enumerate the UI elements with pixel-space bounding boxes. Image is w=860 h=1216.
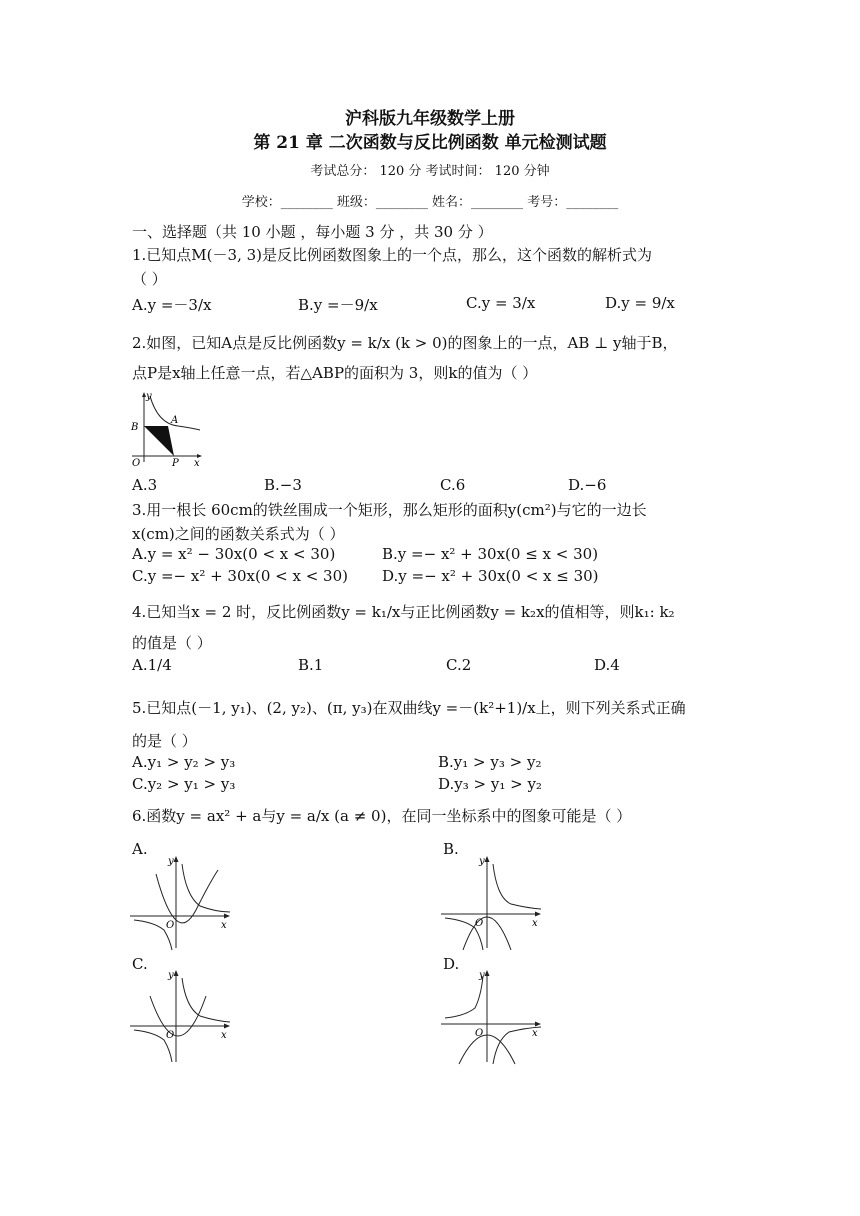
label-o: O: [166, 1030, 175, 1041]
q2-option-d: D.−6: [568, 476, 607, 494]
hyperbola-branch-1: [182, 978, 230, 1022]
q6-graph-c: [126, 966, 236, 1066]
q3-option-a: A.y = x² − 30x(0 < x < 30): [132, 545, 336, 563]
q6-graph-b: [437, 852, 547, 952]
q2-triangle-abp: [144, 426, 174, 456]
arrow-y-icon: [174, 856, 179, 862]
q4-option-a: A.1/4: [132, 656, 172, 674]
q1-option-d: D.y = 9/x: [605, 294, 675, 312]
q3-stem-line1: 3.用一根长 60cm的铁丝围成一个矩形，那么矩形的面积y(cm²)与它的一边长: [132, 501, 647, 519]
student-fields: 学校：________ 班级：________ 姓名：________ 考号：________: [241, 195, 619, 210]
arrow-x-icon: [535, 912, 541, 917]
q2-label-b: B: [131, 422, 139, 433]
q2-label-a: A: [171, 415, 179, 426]
q6-option-d-label: D.: [443, 955, 460, 973]
q5-option-d: D.y₃ > y₁ > y₂: [438, 775, 542, 793]
q6-graph-a: [126, 852, 236, 952]
q2-option-b: B.−3: [264, 476, 302, 494]
q2-option-c: C.6: [440, 476, 466, 494]
q3-option-c: C.y =− x² + 30x(0 < x < 30): [132, 567, 348, 585]
q2-figure: [128, 390, 208, 470]
arrow-y-icon: [485, 856, 490, 862]
q6-graph-d: [437, 966, 547, 1066]
q5-stem-line2: 的是（ ）: [132, 732, 197, 750]
q3-stem-line2: x(cm)之间的函数关系式为（ ）: [132, 525, 345, 543]
hyperbola-branch-1: [445, 976, 483, 1018]
label-y: y: [168, 970, 174, 981]
q2-label-x: x: [194, 458, 200, 469]
arrow-y-icon: [174, 970, 179, 976]
q6-stem: 6.函数y = ax² + a与y = a/x (a ≠ 0)，在同一坐标系中的图象可能是（ ）: [132, 807, 632, 825]
q4-stem-line2: 的值是（ ）: [132, 634, 212, 652]
parabola: [150, 996, 206, 1036]
q1-stem-line1: 1.已知点M(－3, 3)是反比例函数图象上的一个点，那么，这个函数的解析式为: [132, 246, 653, 264]
q4-option-d: D.4: [594, 656, 620, 674]
q5-option-a: A.y₁ > y₂ > y₃: [132, 753, 236, 771]
q1-option-b: B.y =－9/x: [298, 296, 378, 314]
hyperbola-branch-1: [493, 864, 541, 909]
label-x: x: [221, 1030, 227, 1041]
hyperbola-branch-1: [182, 864, 230, 912]
label-y: y: [479, 856, 485, 867]
q6-option-c-label: C.: [132, 955, 148, 973]
q5-option-c: C.y₂ > y₁ > y₃: [132, 775, 236, 793]
label-y: y: [168, 856, 174, 867]
label-x: x: [221, 920, 227, 931]
arrow-x-icon: [224, 914, 230, 919]
arrow-x-icon: [535, 1022, 541, 1027]
q2-label-o: O: [132, 458, 141, 469]
q2-stem-line2: 点P是x轴上任意一点，若△ABP的面积为 3，则k的值为（ ）: [132, 364, 538, 382]
q4-option-b: B.1: [298, 656, 324, 674]
exam-meta: 考试总分： 120 分 考试时间： 120 分钟: [310, 164, 550, 179]
label-x: x: [532, 1028, 538, 1039]
q6-option-a-label: A.: [132, 840, 148, 858]
q1-stem-line2: （ ）: [132, 270, 167, 288]
arrow-x-icon: [224, 1024, 230, 1029]
q2-label-y: y: [146, 391, 152, 402]
label-x: x: [532, 918, 538, 929]
q4-stem-line1: 4.已知当x = 2 时，反比例函数y = k₁/x与正比例函数y = k₂x的值相等，则k₁: k₂: [132, 603, 675, 621]
q4-option-c: C.2: [446, 656, 472, 674]
q3-option-d: D.y =− x² + 30x(0 < x ≤ 30): [382, 567, 599, 585]
q1-option-c: C.y = 3/x: [466, 294, 536, 312]
label-o: O: [475, 918, 484, 929]
parabola: [156, 870, 218, 923]
label-y: y: [479, 970, 485, 981]
q2-stem-line1: 2.如图，已知A点是反比例函数y = k/x (k > 0)的图象上的一点，AB ⊥ y轴于B，: [132, 334, 678, 352]
label-o: O: [475, 1028, 484, 1039]
document-subtitle: 第 21 章 二次函数与反比例函数 单元检测试题: [253, 133, 607, 153]
q2-option-a: A.3: [132, 476, 158, 494]
section-heading: 一、选择题（共 10 小题 ，每小题 3 分 ，共 30 分 ）: [132, 223, 493, 241]
document-title: 沪科版九年级数学上册: [345, 109, 515, 129]
label-o: O: [166, 920, 175, 931]
q3-option-b: B.y =− x² + 30x(0 ≤ x < 30): [382, 545, 599, 563]
q6-option-b-label: B.: [443, 840, 459, 858]
q1-option-a: A.y =－3/x: [132, 296, 212, 314]
q5-option-b: B.y₁ > y₃ > y₂: [438, 753, 542, 771]
arrow-y-icon: [485, 970, 490, 976]
q5-stem-line1: 5.已知点(－1, y₁)、(2, y₂)、(π, y₃)在双曲线y =－(k²+1)/x上，则下列关系式正确: [132, 699, 686, 717]
q2-label-p: P: [172, 458, 179, 469]
